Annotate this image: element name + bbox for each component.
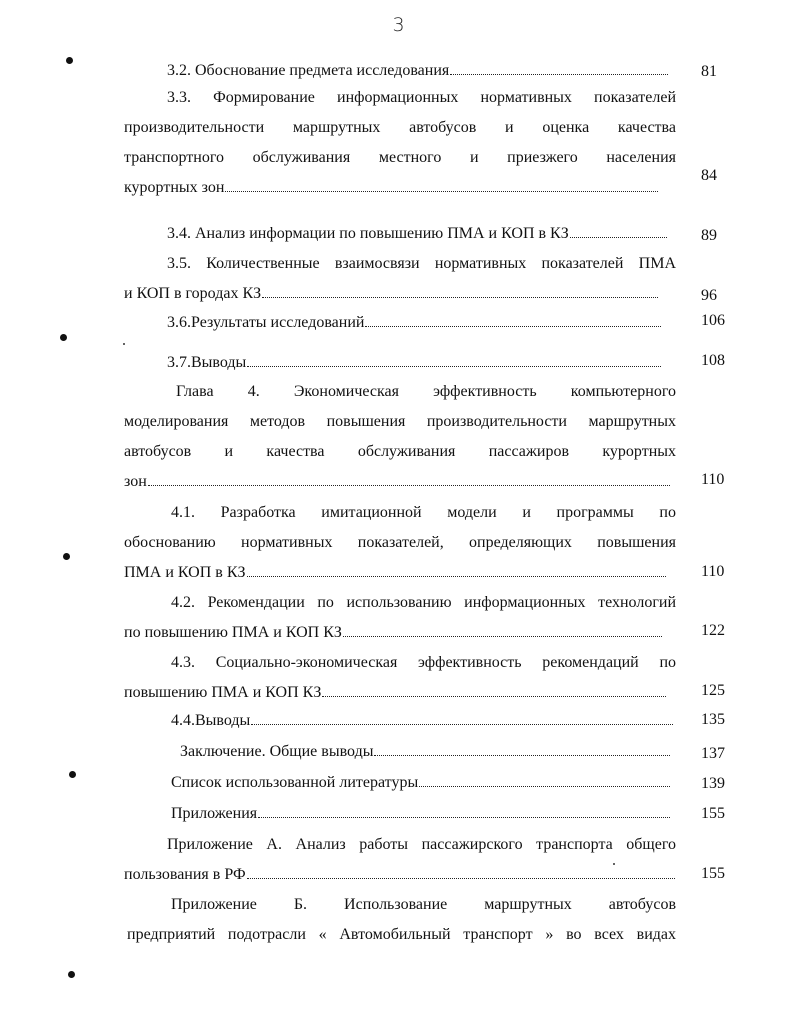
dot-leader [225, 191, 658, 192]
toc-entry-4-2-line-1: 4.2. Рекомендации по использованию информационных технологий [171, 594, 676, 611]
toc-entry-3-5-line-2 [124, 283, 658, 305]
dot-leader [450, 74, 668, 75]
toc-page-ref: 96 [701, 287, 717, 304]
toc-entry-4-1-line-1: 4.1. Разработка имитационной модели и программы по [171, 504, 676, 521]
toc-page-ref: 139 [701, 775, 725, 792]
toc-entry-title: Приложения [171, 805, 258, 822]
toc-entry-4-2-line-2 [124, 622, 662, 644]
dot-leader [419, 786, 670, 787]
toc-entry-3-3-line-1: 3.3. Формирование информационных нормативных показателей [167, 89, 676, 106]
toc-entry-appendix-b-line-2: предприятий подотрасли « Автомобильный транспорт » во всех видах [127, 926, 676, 943]
scan-speck [123, 343, 125, 345]
toc-entry-title: 3.2. Обоснование предмета исследования [167, 62, 450, 79]
toc-entry-4-1-line-3 [124, 562, 666, 584]
toc-page-ref: 122 [701, 622, 725, 639]
toc-entry-4-1-line-2: обоснованию нормативных показателей, определяющих повышения [124, 534, 676, 551]
dot-leader [258, 817, 670, 818]
toc-entry-title: 4.4.Выводы [171, 712, 251, 729]
toc-entry-3-2 [167, 60, 668, 82]
toc-entry-appendix-b-line-1: Приложение Б. Использование маршрутных автобусов [171, 896, 676, 913]
toc-entry-3-3-line-2: производительности маршрутных автобусов и оценка качества [124, 119, 676, 136]
toc-chapter-4-line-4 [124, 471, 670, 493]
toc-entry-title: 3.4. Анализ информации по повышению ПМА и КОП в КЗ [167, 225, 569, 242]
toc-page-ref: 155 [701, 865, 725, 882]
dot-leader [365, 326, 661, 327]
toc-chapter-4-line-2: моделирования методов повышения производительности маршрутных [124, 413, 676, 430]
toc-entry-appendix-a-line-2 [124, 864, 675, 886]
punch-hole-mark [69, 771, 76, 778]
toc-entry-title: по повышению ПМА и КОП КЗ [124, 624, 342, 641]
toc-chapter-4-line-1: Глава 4. Экономическая эффективность компьютерного [176, 383, 676, 400]
punch-hole-mark [66, 57, 73, 64]
toc-entry-3-6 [167, 312, 661, 334]
toc-entry-title: Список использованной литературы [171, 774, 419, 791]
toc-entry-title: Заключение. Общие выводы [180, 743, 374, 760]
page-number: 3 [392, 14, 405, 36]
toc-entry-appendices [171, 803, 670, 825]
dot-leader [247, 366, 661, 367]
toc-entry-title: зон [124, 473, 147, 490]
dot-leader [343, 636, 662, 637]
toc-entry-title: и КОП в городах КЗ [124, 285, 262, 302]
dot-leader [247, 576, 666, 577]
toc-entry-3-4 [167, 223, 667, 245]
toc-page-ref: 125 [701, 682, 725, 699]
toc-entry-4-3-line-1: 4.3. Социально-экономическая эффективность рекомендаций по [171, 654, 676, 671]
toc-page-ref: 135 [701, 711, 725, 728]
toc-entry-title: курортных зон [124, 179, 225, 196]
toc-page-ref: 106 [701, 312, 725, 329]
toc-chapter-4-line-3: автобусов и качества обслуживания пассажиров курортных [124, 443, 676, 460]
toc-entry-bibliography [171, 772, 670, 794]
toc-entry-4-4 [171, 710, 673, 732]
toc-page-ref: 89 [701, 227, 717, 244]
toc-entry-conclusion [180, 741, 670, 763]
punch-hole-mark [63, 553, 70, 560]
dot-leader [251, 724, 673, 725]
toc-entry-3-3-line-3: транспортного обслуживания местного и приезжего населения [124, 149, 676, 166]
toc-entry-appendix-a-line-1: Приложение А. Анализ работы пассажирского транспорта общего [167, 836, 676, 853]
toc-entry-title: повышению ПМА и КОП КЗ [124, 684, 322, 701]
toc-entry-title: 3.7.Выводы [167, 354, 247, 371]
dot-leader [148, 485, 670, 486]
dot-leader [322, 696, 666, 697]
toc-entry-3-7 [167, 352, 661, 374]
toc-entry-3-5-line-1: 3.5. Количественные взаимосвязи нормативных показателей ПМА [167, 255, 676, 272]
dot-leader [262, 297, 658, 298]
toc-page-ref: 110 [701, 471, 725, 488]
toc-entry-title: пользования в РФ [124, 866, 246, 883]
toc-entry-4-3-line-2 [124, 682, 666, 704]
toc-entry-title: 3.6.Результаты исследований [167, 314, 365, 331]
toc-page-ref: 84 [701, 167, 717, 184]
toc-page-ref: 137 [701, 745, 725, 762]
punch-hole-mark [68, 971, 75, 978]
punch-hole-mark [60, 334, 67, 341]
toc-page-ref: 108 [701, 352, 725, 369]
dot-leader [570, 237, 667, 238]
toc-page-ref: 110 [701, 563, 725, 580]
dot-leader [374, 755, 670, 756]
toc-page-ref: 155 [701, 805, 725, 822]
toc-page-ref: 81 [701, 63, 717, 80]
toc-entry-3-3-line-4 [124, 177, 658, 199]
dot-leader [247, 878, 675, 879]
toc-entry-title: ПМА и КОП в КЗ [124, 564, 246, 581]
